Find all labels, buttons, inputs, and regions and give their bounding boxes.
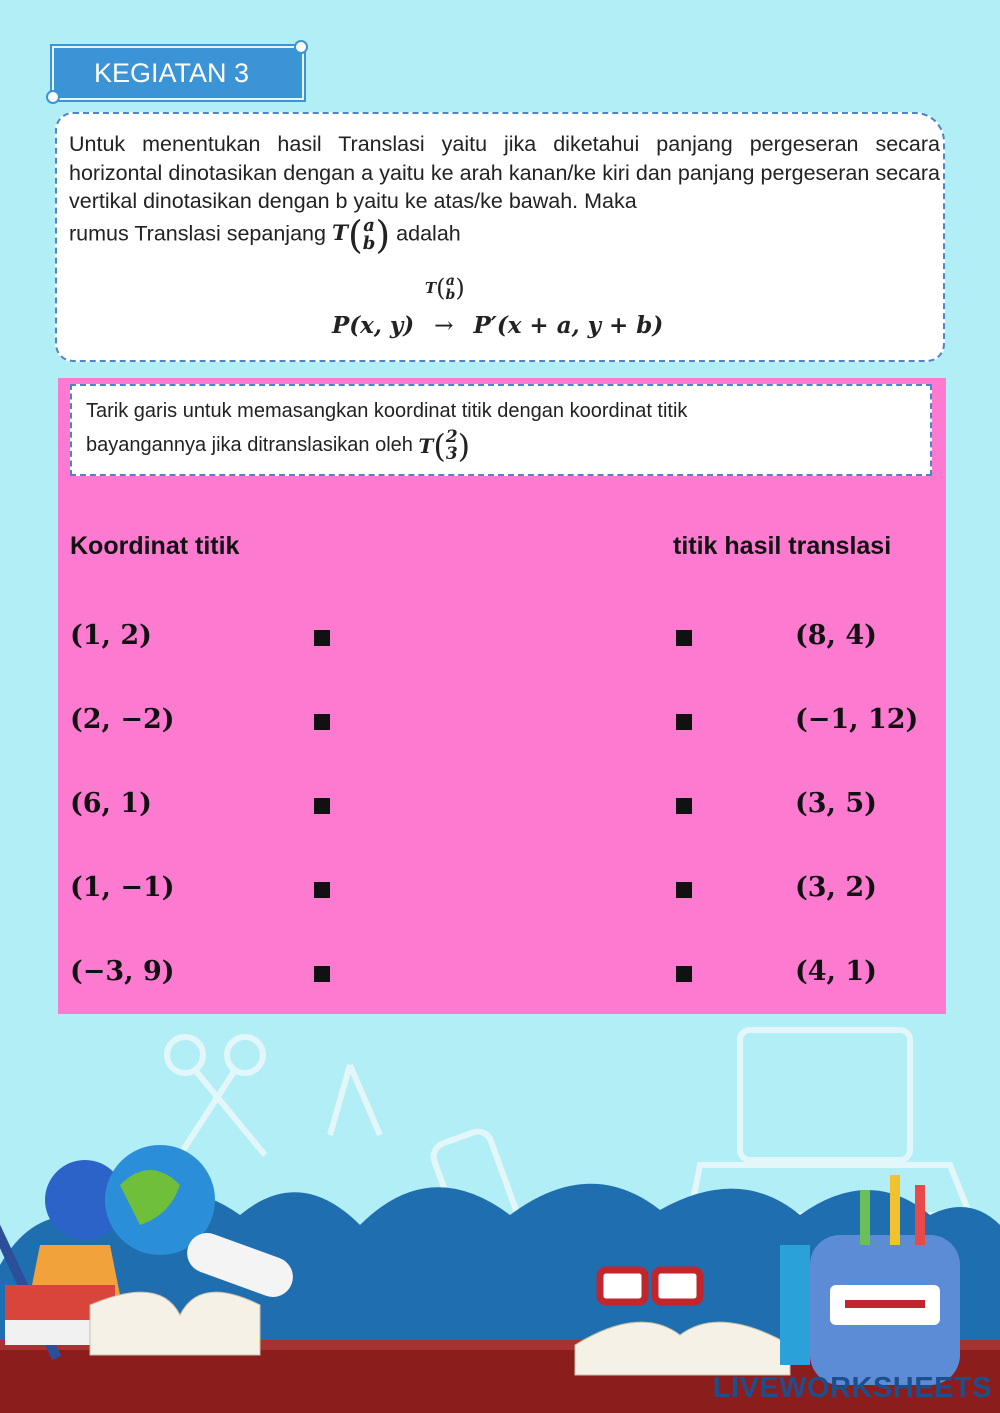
instruction-line1: Tarik garis untuk memasangkan koordinat titik dengan koordinat titik [86,400,688,422]
right-connector-dot[interactable] [676,882,692,898]
left-connector-dot[interactable] [314,966,330,982]
left-point-3: (6, 1) [70,788,152,819]
right-column-header: titik hasil translasi [673,532,892,560]
watermark: LIVEWORKSHEETS [712,1372,992,1404]
banner-curl [46,90,60,104]
intro-box [55,112,945,362]
translation-formula [332,274,692,344]
instruction-line2: bayangannya jika ditranslasikan oleh T ( 2 3 ) [86,426,471,465]
formula-main: P(x, y) → P′(x + a, y + b) [332,312,664,339]
intro-text: Untuk menentukan hasil Translasi yaitu jika diketahui panjang pergeseran secara horizontal dinotasikan dengan a yaitu ke arah kanan/ke kiri dan panjang pergeseran secara vertikal dinotasikan dengan b yaitu ke atas/ke bawah. Maka rumus Translasi sepanjang T ( a b ) adalah [69,132,940,257]
left-column-header: Koordinat titik [70,532,240,560]
right-connector-dot[interactable] [676,714,692,730]
right-point-2: (−1, 12) [795,704,919,735]
left-point-5: (−3, 9) [70,956,175,987]
left-connector-dot[interactable] [314,798,330,814]
right-point-4: (3, 2) [795,872,877,903]
right-point-5: (4, 1) [795,956,877,987]
banner-title: KEGIATAN 3 [94,57,250,88]
left-point-2: (2, −2) [70,704,175,735]
formula-vector: T ( a b ) [425,273,465,304]
banner-curl [294,40,308,54]
left-connector-dot[interactable] [314,630,330,646]
school-supplies-illustration [0,1015,1000,1413]
left-point-4: (1, −1) [70,872,175,903]
instruction-vector: T ( 2 3 ) [418,426,471,465]
left-point-1: (1, 2) [70,620,152,651]
left-connector-dot[interactable] [314,714,330,730]
formula-arrow: → [434,313,454,339]
instruction-box [70,384,932,476]
right-connector-dot[interactable] [676,630,692,646]
right-point-1: (8, 4) [795,620,877,651]
translation-vector: T ( a b ) [331,212,391,257]
right-connector-dot[interactable] [676,798,692,814]
activity-banner [52,46,304,100]
left-connector-dot[interactable] [314,882,330,898]
right-point-3: (3, 5) [795,788,877,819]
right-connector-dot[interactable] [676,966,692,982]
